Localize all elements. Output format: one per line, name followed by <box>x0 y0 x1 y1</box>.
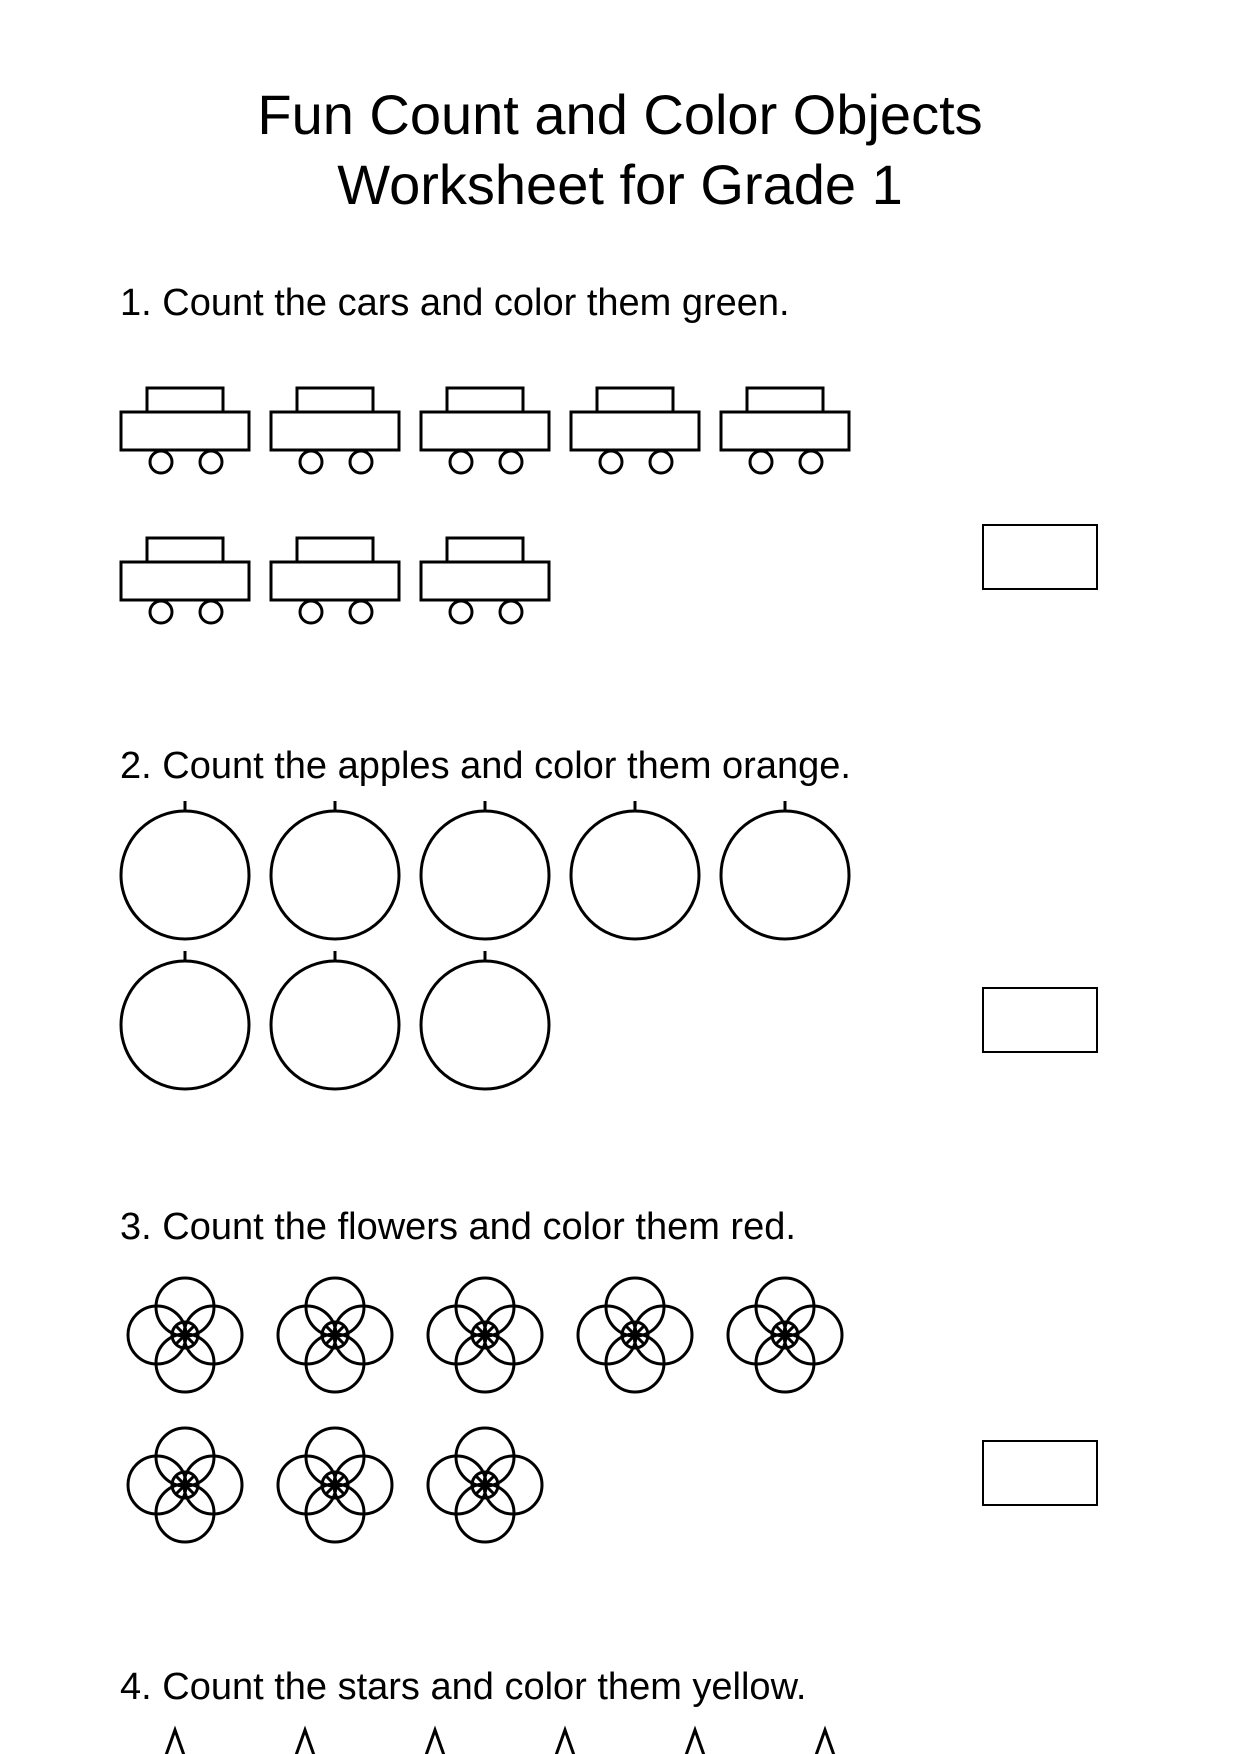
star-icon <box>165 1730 185 1754</box>
flowers-group <box>0 1270 1240 1570</box>
flower-icon <box>428 1428 542 1542</box>
car-icon <box>421 388 549 473</box>
page-title <box>0 80 1240 220</box>
answer-box-apples[interactable] <box>982 987 1098 1053</box>
star-icon <box>555 1730 575 1754</box>
apple-icon <box>571 801 699 939</box>
car-icon <box>271 538 399 623</box>
star-icon <box>685 1730 705 1754</box>
answer-box-cars[interactable] <box>982 524 1098 590</box>
flower-icon <box>578 1278 692 1392</box>
car-icon <box>421 538 549 623</box>
flower-icon <box>428 1278 542 1392</box>
title-line-2: Worksheet for Grade 1 <box>337 153 903 216</box>
title-line-1: Fun Count and Color Objects <box>257 83 983 146</box>
stars-group <box>0 1728 1240 1754</box>
apple-icon <box>421 951 549 1089</box>
apple-icon <box>271 801 399 939</box>
car-icon <box>571 388 699 473</box>
question-4-text: 4. Count the stars and color them yellow. <box>120 1666 807 1708</box>
apple-icon <box>721 801 849 939</box>
car-icon <box>121 388 249 473</box>
flower-icon <box>728 1278 842 1392</box>
flower-icon <box>278 1428 392 1542</box>
car-icon <box>271 388 399 473</box>
flower-icon <box>128 1428 242 1542</box>
apple-icon <box>121 951 249 1089</box>
question-3-text: 3. Count the flowers and color them red. <box>120 1206 796 1248</box>
car-icon <box>121 538 249 623</box>
apple-icon <box>271 951 399 1089</box>
question-2-text: 2. Count the apples and color them orange. <box>120 745 851 787</box>
answer-box-flowers[interactable] <box>982 1440 1098 1506</box>
car-icon <box>721 388 849 473</box>
star-icon <box>425 1730 445 1754</box>
flower-icon <box>278 1278 392 1392</box>
flower-icon <box>128 1278 242 1392</box>
apple-icon <box>421 801 549 939</box>
apples-group <box>0 800 1240 1100</box>
star-icon <box>815 1730 835 1754</box>
star-icon <box>295 1730 315 1754</box>
apple-icon <box>121 801 249 939</box>
question-1-text: 1. Count the cars and color them green. <box>120 282 790 324</box>
cars-group <box>0 370 1240 640</box>
